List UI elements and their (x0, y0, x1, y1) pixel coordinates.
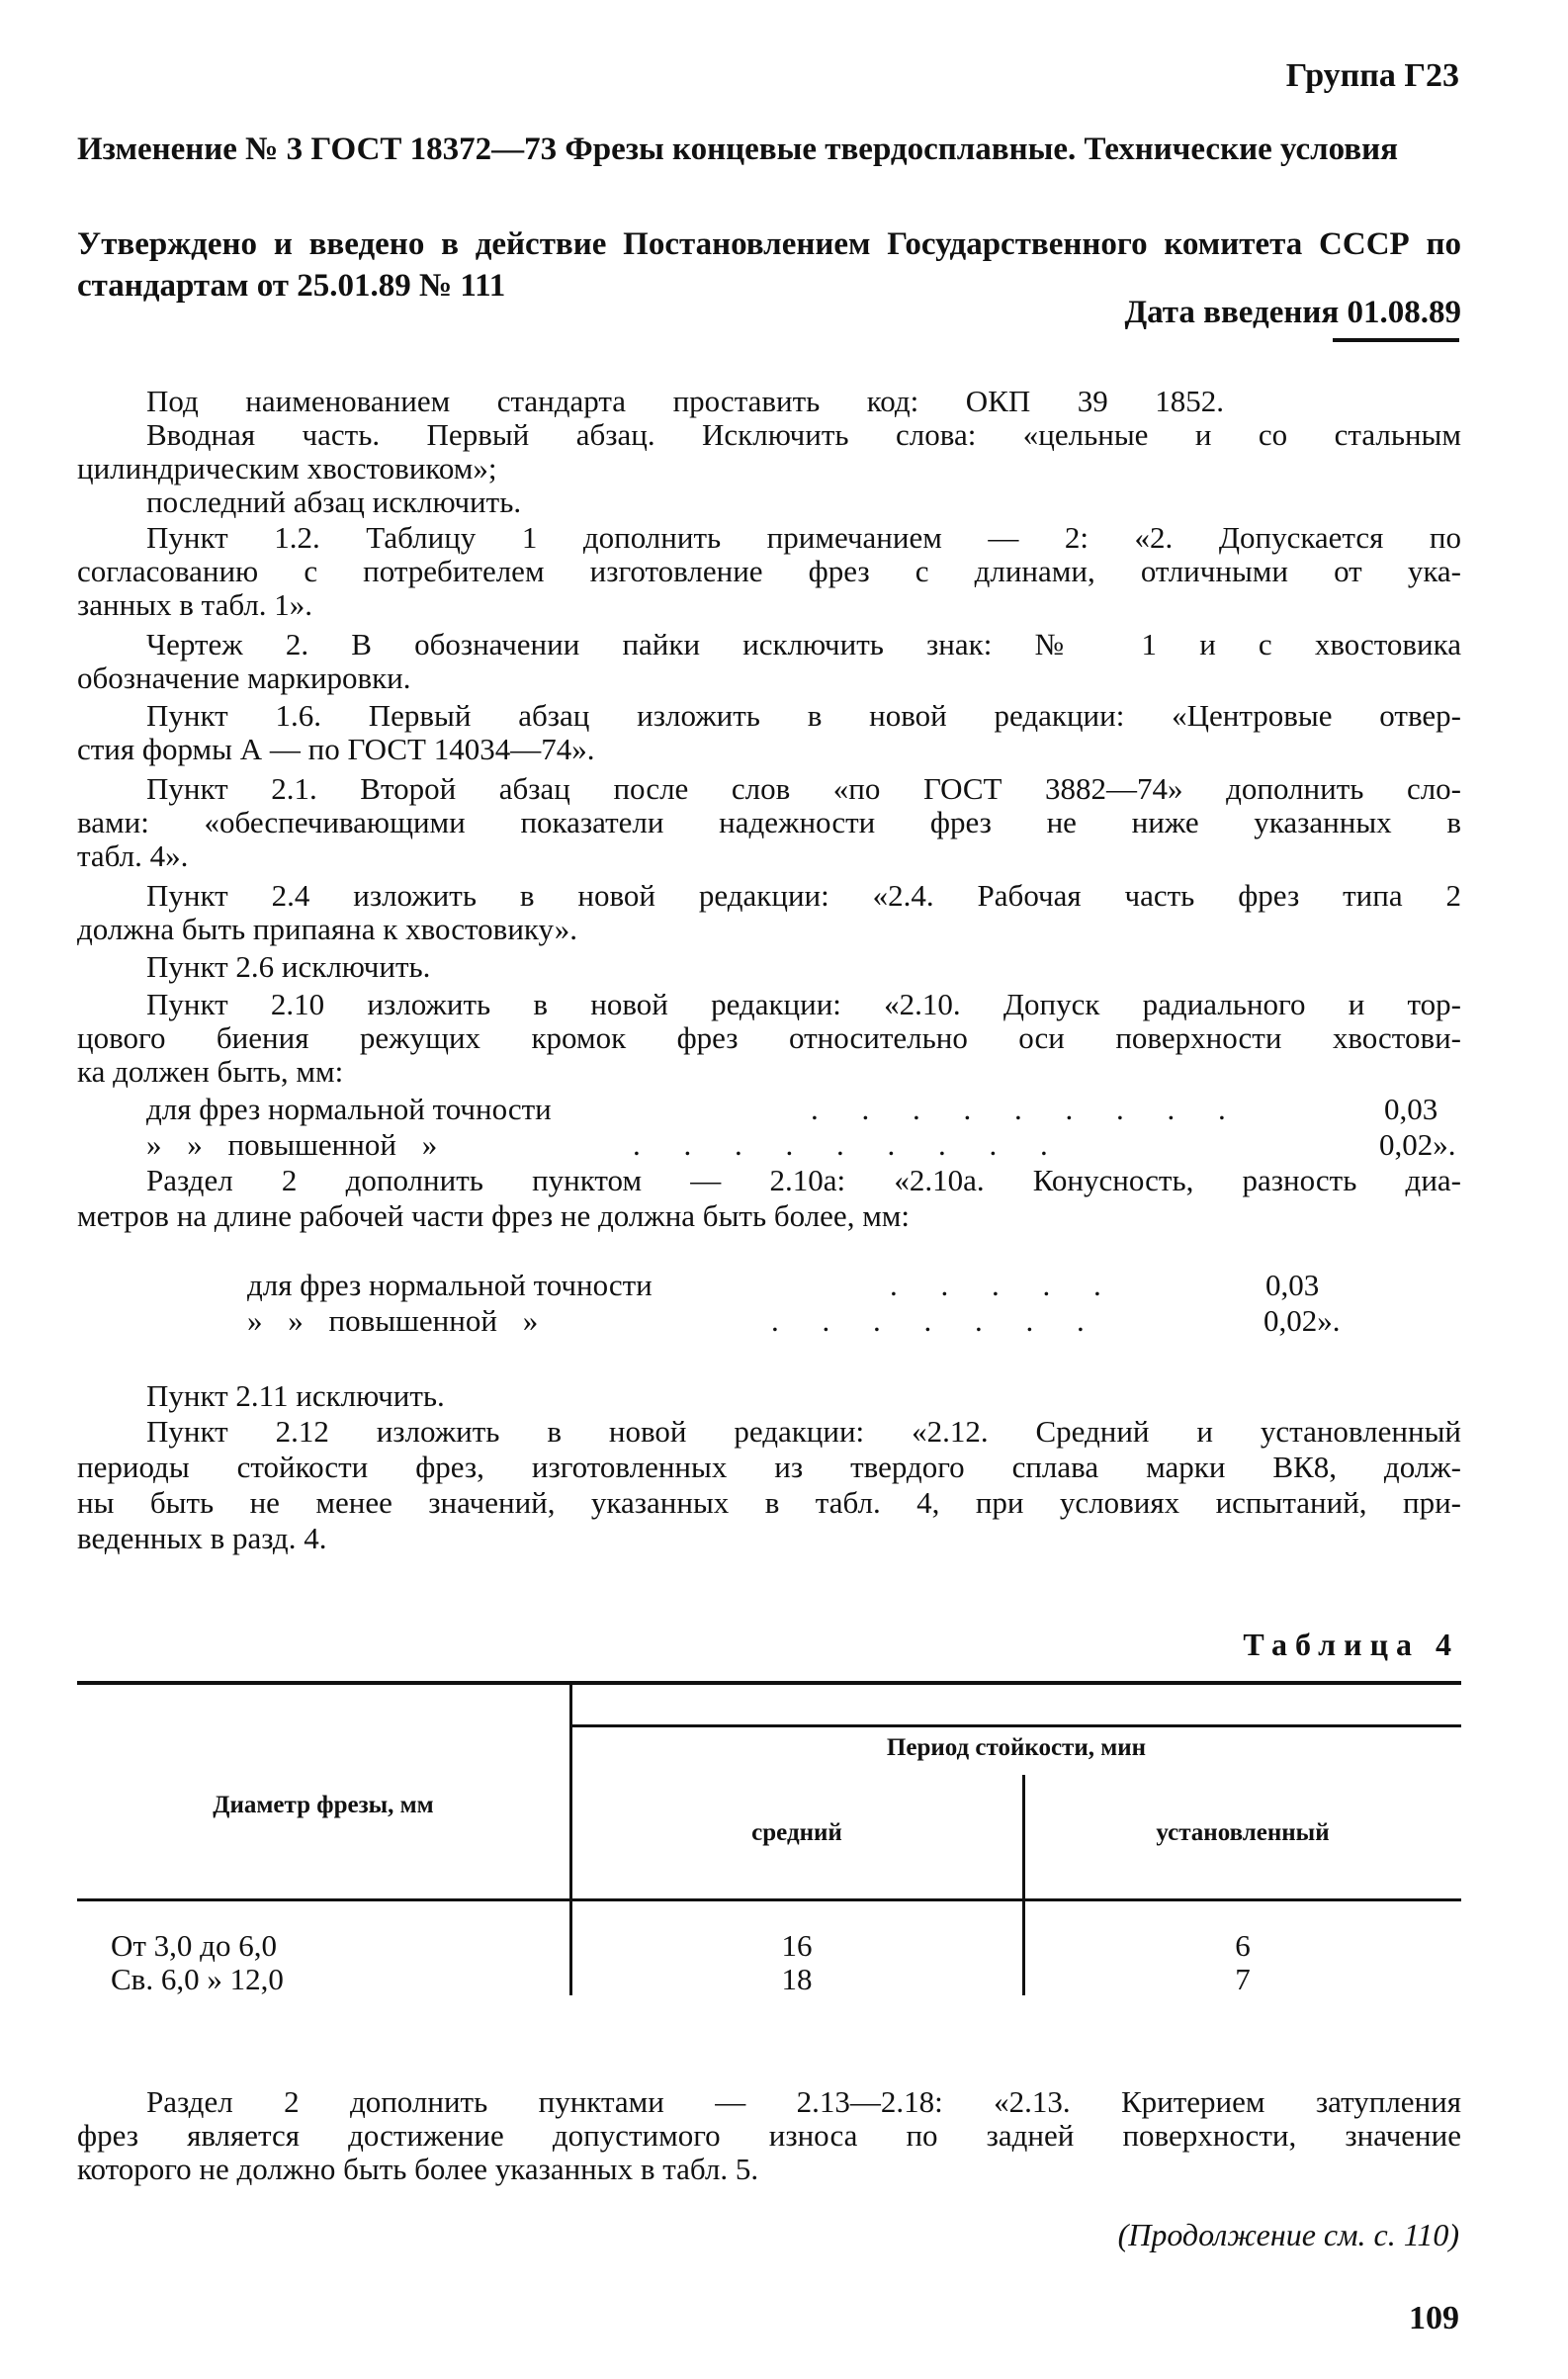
tolerance-value: 0,03 (1384, 1092, 1438, 1126)
leader-dots: . . . . . (890, 1268, 1119, 1302)
tolerance-label: » » повышенной » (146, 1127, 438, 1162)
approval-statement: Утверждено и введено в действие Постановлением Государственного комитета СССР по стандартам от 25.01.89 № 111 (77, 226, 1461, 304)
page-number: 109 (1409, 2300, 1459, 2336)
body-line: Пункт 2.12 изложить в новой редакции: «2.12. Средний и установленный (146, 1414, 1461, 1449)
body-line: обозначение маркировки. (77, 661, 411, 695)
body-line: цового биения режущих кромок фрез относительно оси поверхности хвостови- (77, 1020, 1461, 1055)
body-line: Чертеж 2. В обозначении пайки исключить знак: № 1 и с хвостовика (146, 627, 1461, 661)
body-line: табл. 4». (77, 838, 189, 873)
tolerance-label: для фрез нормальной точности (146, 1092, 552, 1126)
body-line: Пункт 2.10 изложить в новой редакции: «2.10. Допуск радиального и тор- (146, 987, 1461, 1021)
body-line: которого не должно быть более указанных в табл. 5. (77, 2152, 759, 2186)
body-line: Раздел 2 дополнить пунктом — 2.10а: «2.10а. Конусность, разность диа- (146, 1163, 1461, 1197)
column-header-average: средний (751, 1819, 842, 1846)
table-subheader-rule (571, 1724, 1461, 1727)
column-header-diameter: Диаметр фрезы, мм (213, 1792, 434, 1818)
tolerance-value: 0,02». (1379, 1127, 1456, 1162)
body-line: занных в табл. 1». (77, 587, 313, 622)
table-title: Таблица 4 (1243, 1627, 1459, 1662)
column-header-period: Период стойкости, мин (886, 1734, 1147, 1761)
tolerance-value: 0,02». (1263, 1303, 1341, 1338)
column-header-established: установленный (1156, 1819, 1330, 1846)
body-line: цилиндрическим хвостовиком»; (77, 451, 497, 485)
change-title: Изменение № 3 ГОСТ 18372—73 Фрезы концевые твердосплавные. Технические условия (77, 132, 1399, 167)
body-line: веденных в разд. 4. (77, 1521, 327, 1555)
body-line: согласованию с потребителем изготовление фрез с длинами, отличными от ука- (77, 554, 1461, 588)
body-line: Пункт 1.6. Первый абзац изложить в новой редакции: «Центровые отвер- (146, 698, 1461, 733)
body-line: Под наименованием стандарта проставить код: ОКП 39 1852. (146, 384, 1224, 418)
table-header-rule (77, 1898, 1461, 1901)
body-line: вами: «обеспечивающими показатели надежности фрез не ниже указанных в (77, 805, 1461, 839)
leader-dots: . . . . . . . (771, 1303, 1102, 1338)
body-line: стия формы А — по ГОСТ 14034—74». (77, 732, 595, 766)
body-line: Пункт 1.2. Таблицу 1 дополнить примечанием — 2: «2. Допускается по (146, 520, 1461, 555)
body-line: фрез является достижение допустимого износа по задней поверхности, значение (77, 2118, 1461, 2153)
body-line: Пункт 2.4 изложить в новой редакции: «2.4. Рабочая часть фрез типа 2 (146, 878, 1461, 913)
body-line: Раздел 2 дополнить пунктами — 2.13—2.18: «2.13. Критерием затупления (146, 2084, 1461, 2119)
tolerance-label: для фрез нормальной точности (247, 1268, 653, 1302)
tolerance-label: » » повышенной » (247, 1303, 539, 1338)
group-label: Группа Г23 (1285, 57, 1459, 94)
body-line: Пункт 2.11 исключить. (146, 1378, 445, 1413)
body-line: Вводная часть. Первый абзац. Исключить слова: «цельные и со стальным (146, 417, 1461, 452)
body-line: последний абзац исключить. (146, 485, 522, 519)
tolerance-value: 0,03 (1265, 1268, 1320, 1302)
body-line: периоды стойкости фрез, изготовленных из твердого сплава марки ВК8, долж- (77, 1450, 1461, 1484)
leader-dots: . . . . . . . . . (811, 1092, 1244, 1126)
body-line: ка должен быть, мм: (77, 1054, 344, 1089)
cell-average: 18 (781, 1962, 813, 1996)
cell-established: 7 (1235, 1962, 1251, 1996)
body-line: ны быть не менее значений, указанных в табл. 4, при условиях испытаний, при- (77, 1485, 1461, 1520)
cell-average: 16 (781, 1928, 813, 1963)
continuation-note: (Продолжение см. с. 110) (1117, 2217, 1459, 2252)
body-line: Пункт 2.1. Второй абзац после слов «по ГОСТ 3882—74» дополнить сло- (146, 771, 1461, 806)
table-top-rule (77, 1681, 1461, 1685)
cell-diameter: От 3,0 до 6,0 (111, 1928, 277, 1963)
cell-established: 6 (1235, 1928, 1251, 1963)
body-line: Пункт 2.6 исключить. (146, 949, 431, 984)
effective-date: Дата введения 01.08.89 (1124, 295, 1461, 330)
cell-diameter: Св. 6,0 » 12,0 (111, 1962, 284, 1996)
date-underline (1333, 338, 1459, 342)
leader-dots: . . . . . . . . . (633, 1127, 1066, 1162)
body-line: должна быть припаяна к хвостовику». (77, 912, 578, 946)
body-line: метров на длине рабочей части фрез не должна быть более, мм: (77, 1198, 911, 1233)
